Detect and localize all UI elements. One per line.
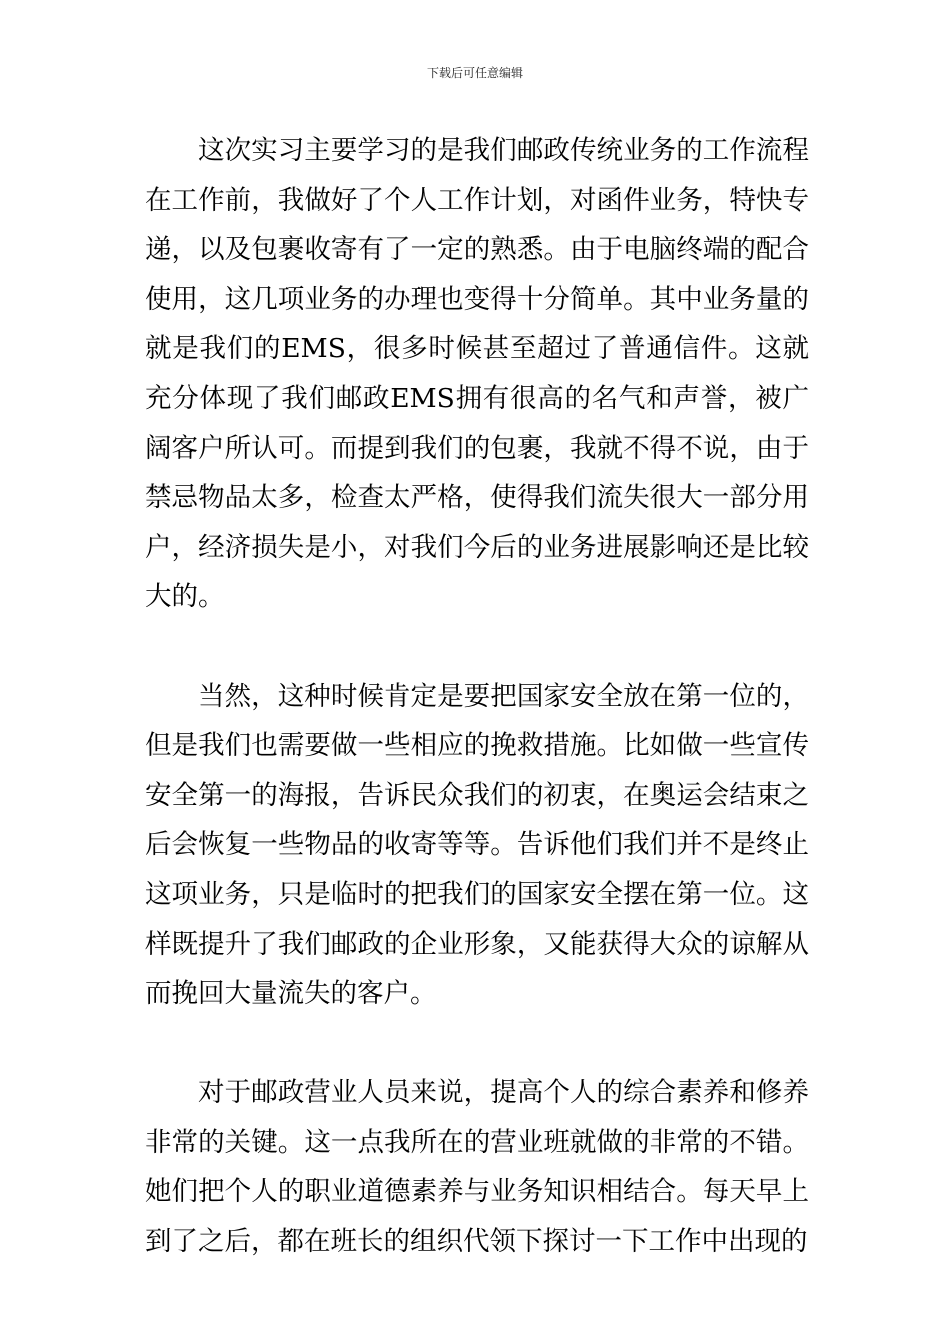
paragraph-national-security: 当然，这种时候肯定是要把国家安全放在第一位的，但是我们也需要做一些相应的挽救措施。比如做一些宣传安全第一的海报，告诉民众我们的初衷，在奥运会结束之后会恢复一些物品的收寄等等。告诉他们我们并不是终止这项业务，只是临时的把我们的国家安全摆在第一位。这样既提升了我们邮政的企业形象，又能获得大众的谅解从而挽回大量流失的客户。: [145, 680, 809, 1010]
paragraph-staff-quality: 对于邮政营业人员来说，提高个人的综合素养和修养非常的关键。这一点我所在的营业班就做的非常的不错。她们把个人的职业道德素养与业务知识相结合。每天早上到了之后，都在班长的组织代领下探讨一下工作中出现的: [145, 1077, 809, 1258]
page-header-note: 下载后可任意编辑: [426, 66, 523, 80]
document-body: [145, 126, 809, 1267]
paragraph-internship-workflow: 这次实习主要学习的是我们邮政传统业务的工作流程在工作前，我做好了个人工作计划，对函件业务，特快专递，以及包裹收寄有了一定的熟悉。由于电脑终端的配合使用，这几项业务的办理也变得十分简单。其中业务量的就是我们的EMS，很多时候甚至超过了普通信件。这就充分体现了我们邮政EMS拥有很高的名气和声誉，被广阔客户所认可。而提到我们的包裹，我就不得不说，由于禁忌物品太多，检查太严格，使得我们流失很大一部分用户，经济损失是小，对我们今后的业务进展影响还是比较大的。: [145, 135, 809, 613]
